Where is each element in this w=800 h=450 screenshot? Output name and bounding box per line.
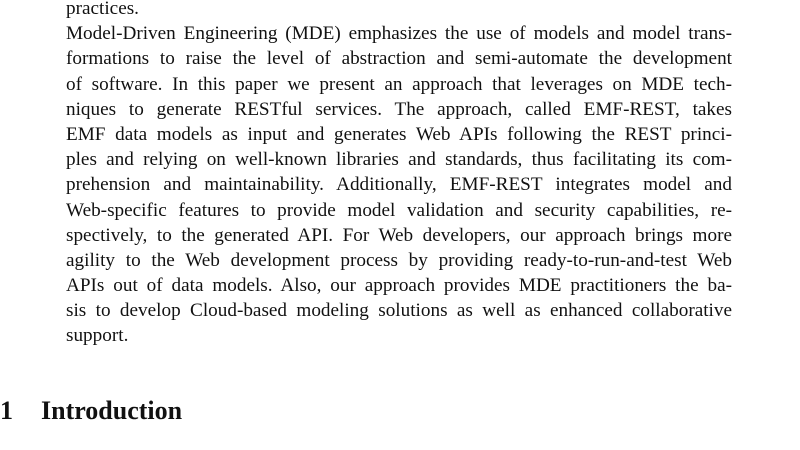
section-heading: [0, 396, 182, 426]
abstract-line: Model-Driven Engineering (MDE) emphasizes the use of models and model trans-: [66, 23, 732, 45]
abstract-line: ples and relying on well-known libraries and standards, thus facilitating its com-: [66, 149, 732, 171]
section-number: 1: [0, 396, 13, 425]
abstract-line: of software. In this paper we present an approach that leverages on MDE tech-: [66, 73, 732, 95]
abstract-line: niques to generate RESTful services. The approach, called EMF-REST, takes: [66, 98, 732, 120]
abstract-line: spectively, to the generated API. For Web developers, our approach brings more: [66, 224, 732, 246]
abstract-text: [66, 0, 732, 349]
abstract-line: prehension and maintainability. Additionally, EMF-REST integrates model and: [66, 174, 732, 196]
abstract-line: practices.: [66, 0, 139, 19]
abstract-line: support.: [66, 325, 129, 347]
abstract-line: sis to develop Cloud-based modeling solutions as well as enhanced collaborative: [66, 300, 732, 322]
abstract-line: EMF data models as input and generates Web APIs following the REST princi-: [66, 123, 732, 145]
abstract-line: Web-specific features to provide model validation and security capabilities, re-: [66, 199, 732, 221]
abstract-line: APIs out of data models. Also, our approach provides MDE practitioners the ba-: [66, 275, 732, 297]
abstract-line: formations to raise the level of abstraction and semi-automate the development: [66, 48, 732, 70]
section-title: Introduction: [41, 396, 183, 425]
abstract-line: agility to the Web development process by providing ready-to-run-and-test Web: [66, 249, 732, 271]
